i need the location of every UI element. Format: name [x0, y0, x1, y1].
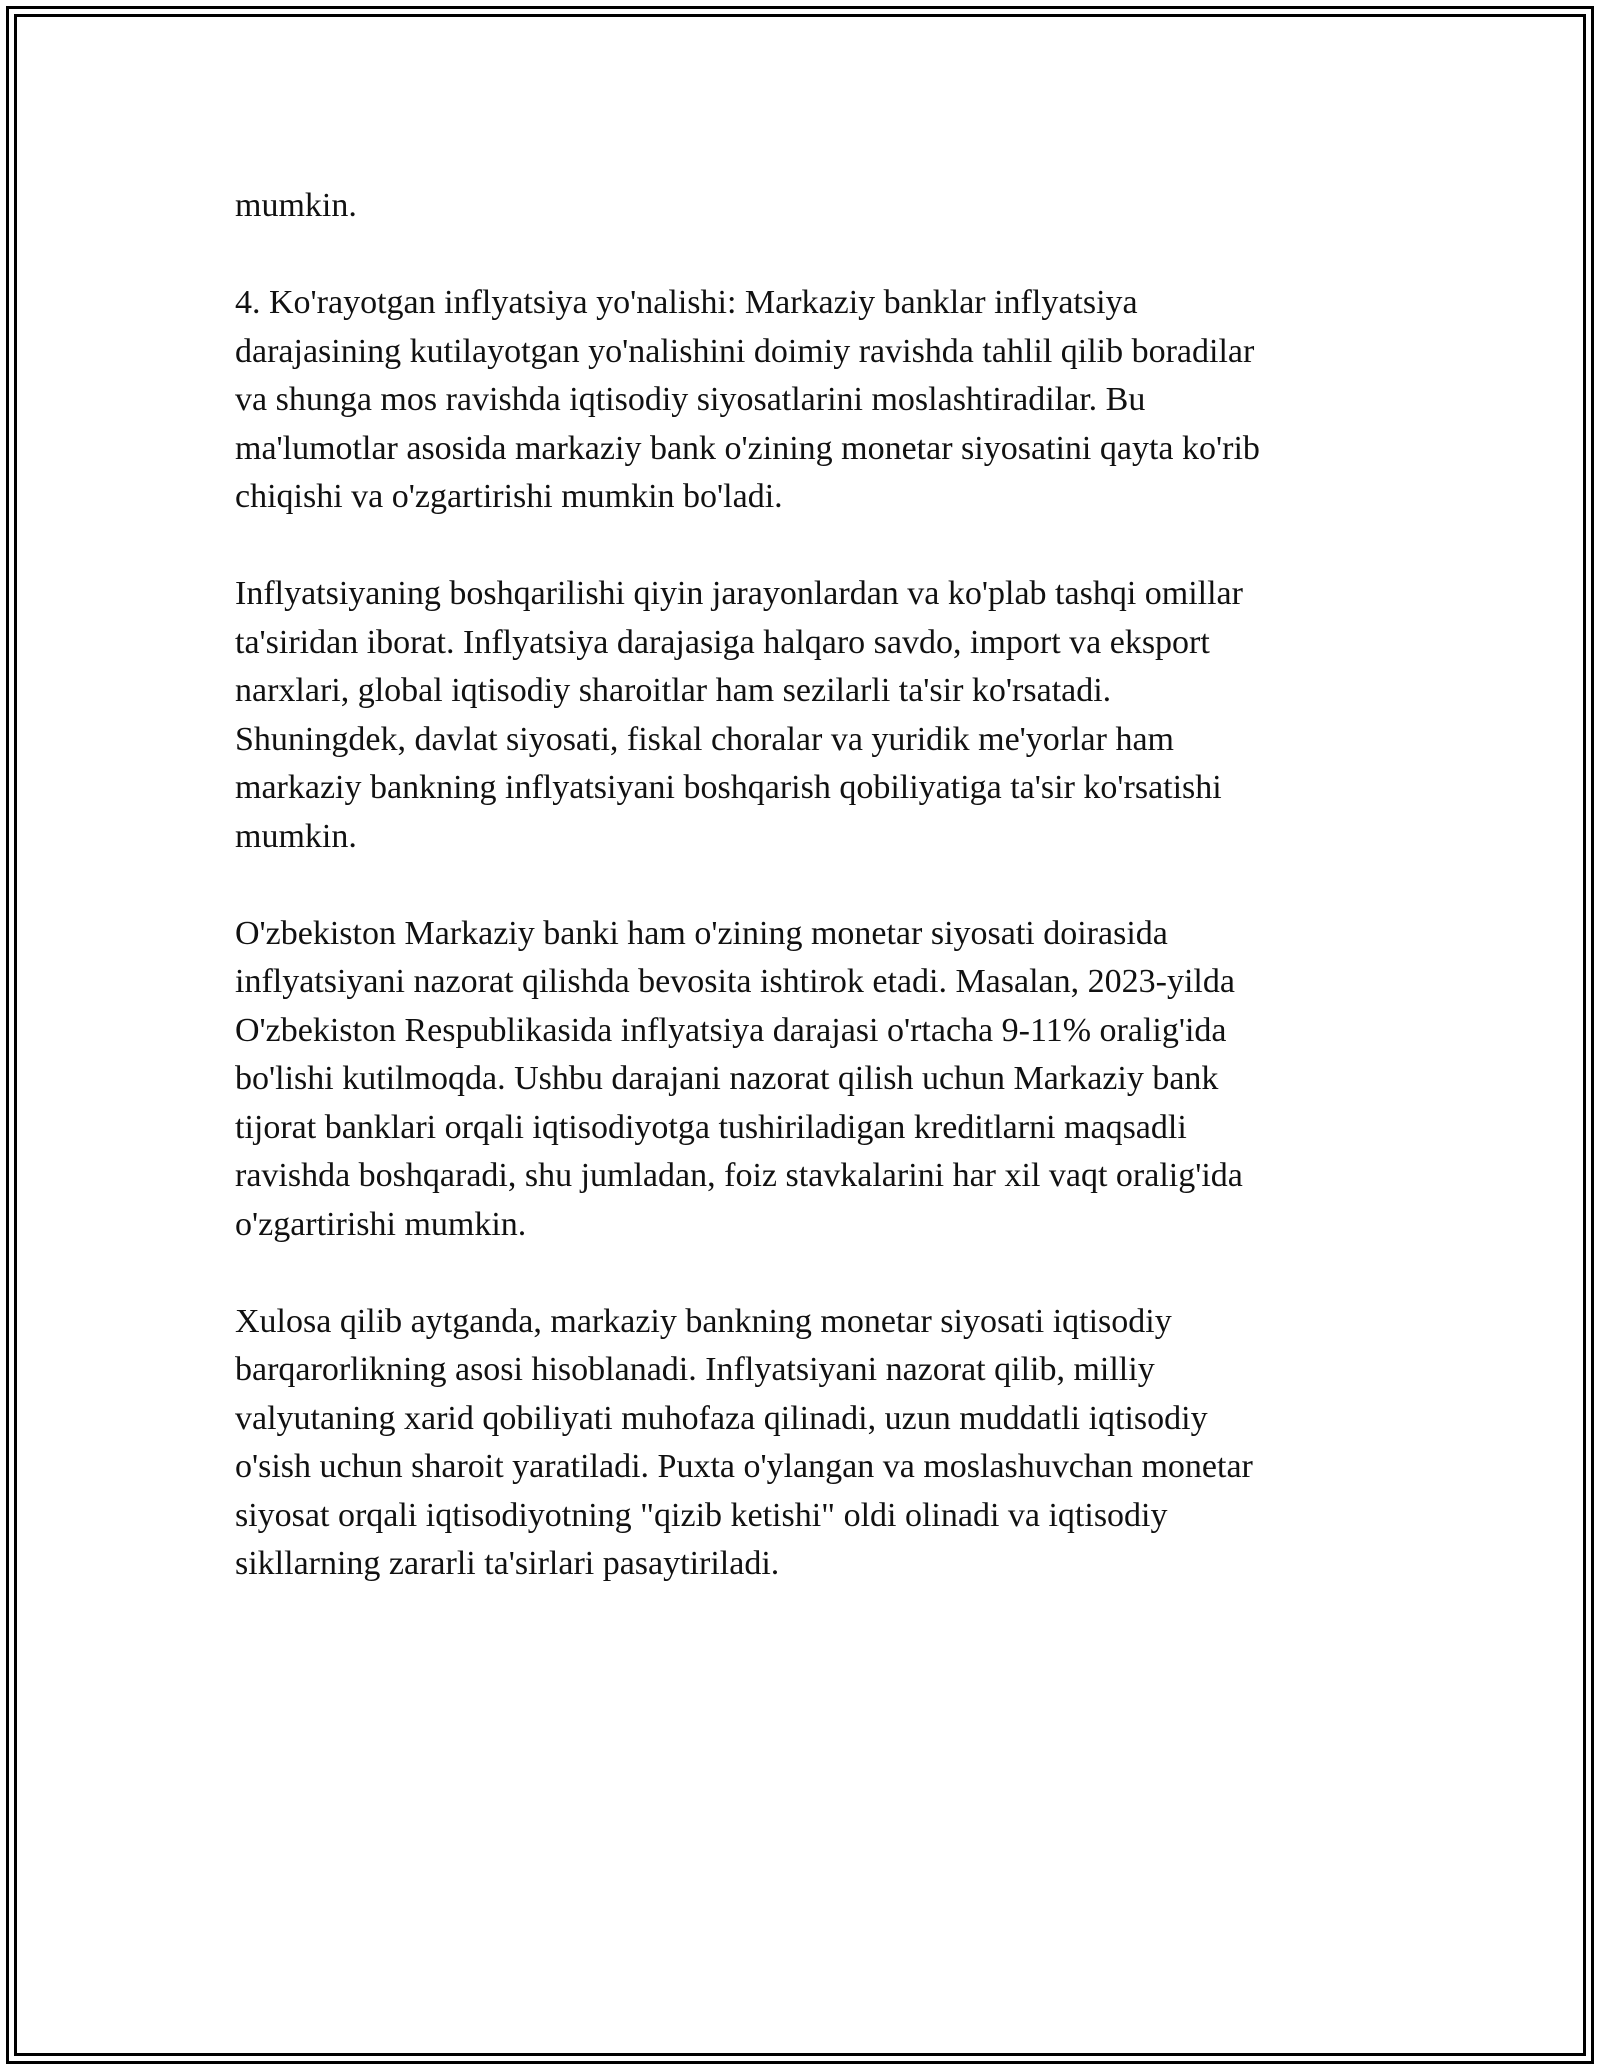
text-line: siyosat orqali iqtisodiyotning "qizib ketishi" oldi olinadi va iqtisodiy — [235, 1496, 1168, 1534]
text-line: Xulosa qilib aytganda, markaziy bankning monetar siyosati iqtisodiy — [235, 1302, 1172, 1340]
text-line: O'zbekiston Respublikasida inflyatsiya darajasi o'rtacha 9-11% oralig'ida — [235, 1011, 1227, 1049]
text-line: ma'lumotlar asosida markaziy bank o'zining monetar siyosatini qayta ko'rib — [235, 429, 1260, 467]
paragraph-uzbekistan-central-bank — [235, 910, 1370, 1250]
text-line: inflyatsiyani nazorat qilishda bevosita ishtirok etadi. Masalan, 2023-yilda — [235, 963, 1235, 1000]
paragraph-inflation-direction — [235, 279, 1370, 522]
text-line: narxlari, global iqtisodiy sharoitlar ham sezilarli ta'sir ko'rsatadi. — [235, 672, 1112, 709]
text-line: barqarorlikning asosi hisoblanadi. Inflyatsiyani nazorat qilib, milliy — [235, 1351, 1155, 1388]
text-line: darajasining kutilayotgan yo'nalishini doimiy ravishda tahlil qilib boradilar — [235, 332, 1255, 370]
text-line: mumkin. — [235, 187, 357, 224]
text-line: bo'lishi kutilmoqda. Ushbu darajani nazorat qilish uchun Markaziy bank — [235, 1060, 1219, 1097]
paragraph-conclusion — [235, 1298, 1370, 1589]
text-line: sikllarning zararli ta'sirlari pasaytiriladi. — [235, 1545, 780, 1582]
text-line: mumkin. — [235, 817, 357, 855]
paragraph-continuation — [235, 182, 1370, 231]
paragraph-external-factors — [235, 570, 1370, 861]
document-body — [235, 182, 1370, 1637]
text-line: O'zbekiston Markaziy banki ham o'zining monetar siyosati doirasida — [235, 914, 1168, 952]
text-line: markaziy bankning inflyatsiyani boshqarish qobiliyatiga ta'sir ko'rsatishi — [235, 769, 1222, 806]
text-line: 4. Ko'rayotgan inflyatsiya yo'nalishi: Markaziy banklar inflyatsiya — [235, 284, 1138, 321]
text-line: chiqishi va o'zgartirishi mumkin bo'ladi. — [235, 478, 783, 515]
text-line: tijorat banklari orqali iqtisodiyotga tushiriladigan kreditlarni maqsadli — [235, 1108, 1187, 1146]
text-line: o'sish uchun sharoit yaratiladi. Puxta o'ylangan va moslashuvchan monetar — [235, 1448, 1253, 1485]
text-line: Inflyatsiyaning boshqarilishi qiyin jarayonlardan va ko'plab tashqi omillar — [235, 575, 1243, 612]
text-line: Shuningdek, davlat siyosati, fiskal choralar va yuridik me'yorlar ham — [235, 720, 1175, 758]
text-line: o'zgartirishi mumkin. — [235, 1205, 527, 1243]
text-line: ravishda boshqaradi, shu jumladan, foiz stavkalarini har xil vaqt oralig'ida — [235, 1157, 1243, 1194]
text-line: va shunga mos ravishda iqtisodiy siyosatlarini moslashtiradilar. Bu — [235, 381, 1146, 418]
text-line: ta'siridan iborat. Inflyatsiya darajasiga halqaro savdo, import va eksport — [235, 623, 1210, 661]
text-line: valyutaning xarid qobiliyati muhofaza qilinadi, uzun muddatli iqtisodiy — [235, 1399, 1208, 1437]
